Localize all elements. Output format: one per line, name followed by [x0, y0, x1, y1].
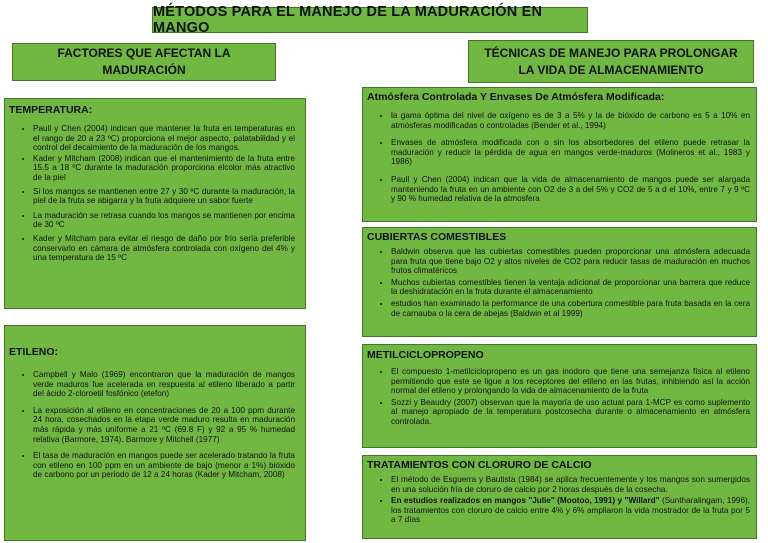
controlled-atmosphere-item: • Envases de atmósfera modificada con o sin los absorbedores del etileno puede retrasar la maduración y reducir la pérdida de agua en mangos verde-maduros (Molineros et al., 1983 y 1986) — [391, 138, 750, 167]
calcium-item-text: (Suntharalingam, 1996), los tratamientos con cloruro de calcio entre 4% y 6% ampliaron la vida mostrador de la fruta por 5 a 7 días — [391, 496, 750, 525]
temperature-heading: TEMPERATURA: — [9, 104, 93, 116]
ethylene-section — [4, 325, 306, 541]
controlled-atmosphere-list — [367, 111, 750, 204]
mcp-section — [362, 344, 757, 448]
edible-coatings-list — [367, 247, 750, 318]
temperature-item: • Paull y Chen (2004) indican que mantener la fruta en temperaturas en el rango de 20 a 23 ºC) proporciona el mejor aspecto, palatabilidad y el control del decaimiento de la maduración de los mangos. — [33, 124, 295, 153]
controlled-atmosphere-heading: Atmósfera Controlada Y Envases De Atmósfera Modificada: — [367, 91, 665, 103]
right-column-heading — [468, 40, 754, 83]
edible-coatings-item: • estudios han examinado la performance de una cobertura comestible para fruta basada en la cera de carnauba o la cera de abejas (Baldwin et al 1999) — [391, 299, 750, 318]
calcium-item-text: El método de Esguerra y Bautista (1984) se aplica frecuentemente y los mangos son sumergidos en una solución fría de cloruro de calcio por 2 horas después de la cosecha. — [391, 475, 750, 494]
temperature-item: • La maduración se retrasa cuando los mangos se mantienen por encima de 30 ºC — [33, 211, 295, 230]
edible-coatings-item: • Baldwin observa que las cubiertas comestibles pueden proporcionar una atmósfera adecuada para fruta que tiene bajo O2 y altos niveles de CO2 para reducir tasas de maduración en muchos frutos climatéricos — [391, 247, 750, 276]
ethylene-item: • Campbell y Malo (1969) encontraron que la maduración de mangos verde maduros fue acelerada en respuesta al etileno liberado a partir del ácido 2-cloroetil fosfónico (etefon) — [33, 370, 295, 399]
left-column-heading — [12, 43, 276, 81]
page-title — [152, 4, 588, 36]
ethylene-item: • El tasa de maduración en mangos puede ser acelerado tratando la fruta con etileno en 100 ppm en un ambiente de bajo (menor a 1%) bióxido de carbono por un periodo de 12 a 24 horas (Kader y Mitcham, 2008) — [33, 451, 295, 480]
calcium-list — [367, 475, 750, 525]
ethylene-heading: ETILENO: — [9, 346, 58, 358]
mcp-item: • El compuesto 1-metilciclopropeno es un gas inodoro que tiene una semejanza física al etileno permitiendo que este se ligue a los receptores del etileno en las frutas, inhibiendo así la acción normal del etileno y prolongando la vida de almacenamiento de la fruta — [391, 367, 750, 396]
calcium-heading: TRATAMIENTOS CON CLORURO DE CALCIO — [367, 459, 592, 471]
mcp-heading: METILCICLOPROPENO — [367, 349, 484, 361]
ethylene-item: • La exposición al etileno en concentraciones de 20 a 100 ppm durante 24 hora, cosechados en la etapa verde maduro resulta en maduración más rápida y más uniforme a 21 ºC (69.8 F) y 92 a 95 % humedad relativa (Barmore, 1974). Barmore y Mitchell (1977) — [33, 406, 295, 444]
page-title-text: MÉTODOS PARA EL MANEJO DE LA MADURACIÓN EN MANGO — [153, 4, 543, 36]
temperature-item: • Si los mangos se mantienen entre 27 y 30 ºC durante la maduración, la piel de la fruta se abigarra y la fruta adquiere un sabor fuerte — [33, 187, 295, 206]
ethylene-list — [9, 370, 295, 480]
mcp-list — [367, 367, 750, 427]
temperature-item: • Kader y Mitcham (2008) indican que el mantenimiento de la fruta entre 15.5 a 18 ºC durante la maduración proporciona elcolor más atractivo de la piel — [33, 154, 295, 183]
edible-coatings-heading: CUBIERTAS COMESTIBLES — [367, 231, 507, 243]
calcium-item — [391, 475, 750, 494]
temperature-section — [4, 98, 306, 309]
edible-coatings-section — [362, 227, 757, 337]
controlled-atmosphere-section — [362, 87, 757, 222]
edible-coatings-item: • Muchos cubiertas comestibles tienen la ventaja adicional de proporcionar una barrera que reduce la deshidratación en la fruta durante el almacenamiento — [391, 278, 750, 297]
calcium-section — [362, 455, 757, 539]
calcium-item — [391, 496, 750, 525]
left-column-heading-text: FACTORES QUE AFECTAN LA MADURACIÓN — [57, 46, 231, 77]
mcp-item: • Sozzi y Beaudry (2007) observan que la mayoría de uso actual para 1-MCP es como suplemento al manejo apropiado de la temperatura postcosecha durante o almacenamiento en atmósfera controlada. — [391, 398, 750, 427]
right-column-heading-text: TÉCNICAS DE MANEJO PARA PROLONGAR LA VIDA DE ALMACENAMIENTO — [484, 45, 738, 77]
temperature-list — [9, 124, 295, 263]
temperature-item: • Kader y Mitcham para evitar el riesgo de daño por frío sería preferible conservarlo en cámara de atmósfera controlada con oxígeno del 4% y una temperatura de 15 ºC — [33, 234, 295, 263]
controlled-atmosphere-item: • Paull y Chen (2004) indican que la vida de almacenamiento de mangos puede ser alargada manteniendo la fruta en un ambiente con O2 de 3 a del 5% y CO2 de 5 a d el 10%, entre 7 y 9 ºC y 90 % humedad relativa de la atmosfera — [391, 175, 750, 204]
calcium-item-bold-text: En estudios realizados en mangos "Julie" (Mootoo, 1991) y "Willard" — [391, 496, 660, 506]
controlled-atmosphere-item: • la gama óptima del nivel de oxígeno es de 3 a 5% y la de bióxido de carbono es 5 a 10% en atmósferas modificadas o controladas (Bender et al., 1994) — [391, 111, 750, 130]
